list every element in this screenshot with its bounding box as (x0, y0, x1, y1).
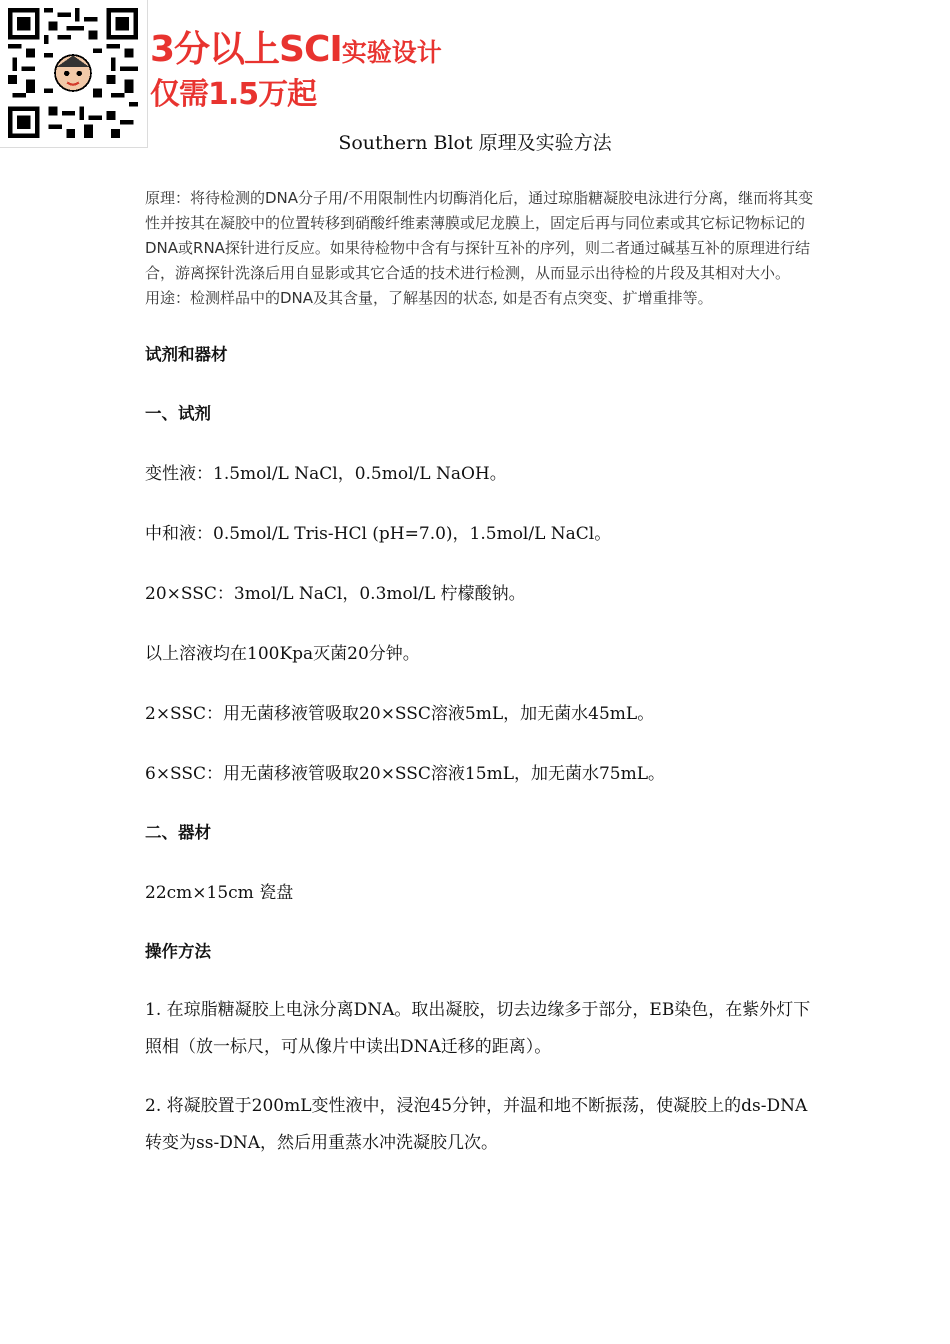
promo-line-1-big: 3分以上SCI (150, 29, 342, 70)
reagent-item: 以上溶液均在100Kpa灭菌20分钟。 (145, 644, 420, 664)
section-heading-method: 操作方法 (145, 942, 211, 961)
promo-line-2: 仅需1.5万起 (150, 77, 317, 112)
intro-use: 用途：检测样品中的DNA及其含量，了解基因的状态, 如是否有点突变、扩增重排等。 (145, 289, 713, 307)
section-heading-equipment: 二、器材 (145, 823, 211, 842)
intro-block (145, 186, 815, 311)
intro-principle: 原理：将待检测的DNA分子用/不用限制性内切酶消化后，通过琼脂糖凝胶电泳进行分离，继而将其变性并按其在凝胶中的位置转移到硝酸纤维素薄膜或尼龙膜上，固定后再与同位素或其它标记物标记的DNA或RNA探针进行反应。如果待检物中含有与探针互补的序列，则二者通过碱基互补的原理进行结合，游离探针洗涤后用自显影或其它合适的技术进行检测，从而显示出待检的片段及其相对大小。 (145, 189, 814, 282)
method-step: 2. 将凝胶置于200mL变性液中，浸泡45分钟，并温和地不断振荡，使凝胶上的ds-DNA转变为ss-DNA，然后用重蒸水冲洗凝胶几次。 (145, 1096, 808, 1153)
section-heading-reagents-equipment: 试剂和器材 (145, 345, 228, 364)
promo-text (150, 28, 442, 115)
reagent-item: 中和液：0.5mol/L Tris-HCl (pH=7.0)，1.5mol/L NaCl。 (145, 524, 612, 544)
qr-code-image (8, 8, 138, 138)
method-step: 1. 在琼脂糖凝胶上电泳分离DNA。取出凝胶，切去边缘多于部分，EB染色，在紫外灯下照相（放一标尺，可从像片中读出DNA迁移的距离）。 (145, 1000, 811, 1057)
reagent-item: 变性液：1.5mol/L NaCl，0.5mol/L NaOH。 (145, 464, 507, 484)
reagent-item: 2×SSC：用无菌移液管吸取20×SSC溶液5mL，加无菌水45mL。 (145, 704, 655, 724)
promo-line-1 (150, 28, 442, 75)
equipment-item: 22cm×15cm 瓷盘 (145, 883, 294, 903)
section-heading-reagents: 一、试剂 (145, 404, 211, 423)
promo-banner (0, 0, 148, 148)
reagent-item: 20×SSC：3mol/L NaCl，0.3mol/L 柠檬酸钠。 (145, 584, 526, 604)
document-body (145, 186, 815, 1162)
promo-line-1-small: 实验设计 (341, 38, 442, 67)
document-title: Southern Blot 原理及实验方法 (338, 132, 612, 154)
reagent-item: 6×SSC：用无菌移液管吸取20×SSC溶液15mL，加无菌水75mL。 (145, 764, 666, 784)
